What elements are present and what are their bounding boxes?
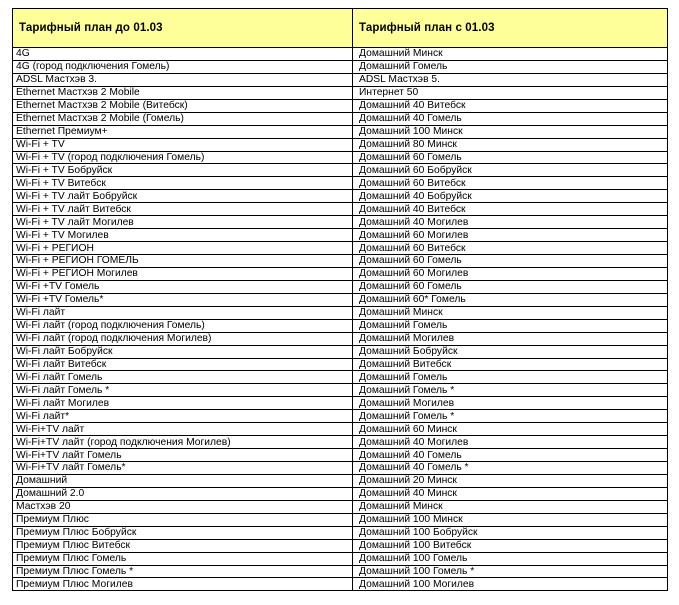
table-row — [13, 125, 668, 138]
table-row — [13, 306, 668, 319]
old-plan-cell: Ethernet Мастхэв 2 Mobile (Гомель) — [13, 112, 353, 125]
new-plan-cell: Домашний 60 Бобруйск — [353, 164, 668, 177]
new-plan-cell: Домашний 60 Витебск — [353, 177, 668, 190]
new-plan-cell: Домашний 60 Могилев — [353, 229, 668, 242]
new-plan-cell: Домашний 100 Могилев — [353, 578, 668, 591]
old-plan-cell: Wi-Fi +TV Гомель* — [13, 293, 353, 306]
new-plan-cell: Домашний 60 Гомель — [353, 151, 668, 164]
new-plan-cell: Домашний 100 Витебск — [353, 539, 668, 552]
table-row — [13, 436, 668, 449]
old-plan-cell: Премиум Плюс Гомель — [13, 552, 353, 565]
new-plan-cell: Домашний Могилев — [353, 332, 668, 345]
new-plan-cell: Домашний Гомель * — [353, 384, 668, 397]
old-plan-cell: Wi-Fi + РЕГИОН — [13, 242, 353, 255]
new-plan-cell: Домашний Минск — [353, 48, 668, 61]
table-header — [13, 9, 668, 48]
table-row — [13, 48, 668, 61]
new-plan-cell: Интернет 50 — [353, 86, 668, 99]
header-row — [13, 9, 668, 48]
table-row — [13, 332, 668, 345]
new-plan-cell: Домашний 100 Минск — [353, 125, 668, 138]
old-plan-cell: Wi-Fi лайт* — [13, 410, 353, 423]
old-plan-cell: Мастхэв 20 — [13, 500, 353, 513]
old-plan-cell: Wi-Fi + TV Витебск — [13, 177, 353, 190]
old-plan-cell: Wi-Fi + TV лайт Могилев — [13, 216, 353, 229]
table-row — [13, 358, 668, 371]
table-row — [13, 345, 668, 358]
new-plan-cell: Домашний 80 Минск — [353, 138, 668, 151]
table-row — [13, 539, 668, 552]
old-plan-cell: Wi-Fi лайт Гомель * — [13, 384, 353, 397]
old-plan-cell: Премиум Плюс Гомель * — [13, 565, 353, 578]
old-plan-cell: ADSL Мастхэв 3. — [13, 73, 353, 86]
new-plan-cell: Домашний Гомель — [353, 60, 668, 73]
old-plan-cell: Wi-Fi лайт Бобруйск — [13, 345, 353, 358]
old-plan-cell: Wi-Fi + TV Бобруйск — [13, 164, 353, 177]
new-plan-cell: Домашний Могилев — [353, 397, 668, 410]
table-row — [13, 280, 668, 293]
table-row — [13, 86, 668, 99]
old-plan-cell: Wi-Fi+TV лайт Гомель — [13, 449, 353, 462]
table-row — [13, 177, 668, 190]
old-plan-cell: Wi-Fi+TV лайт (город подключения Могилев) — [13, 436, 353, 449]
table-body — [13, 48, 668, 591]
table-row — [13, 60, 668, 73]
new-plan-cell: Домашний Минск — [353, 306, 668, 319]
new-plan-cell: Домашний 40 Могилев — [353, 216, 668, 229]
table-row — [13, 552, 668, 565]
old-plan-cell: Премиум Плюс Могилев — [13, 578, 353, 591]
new-plan-cell: Домашний 40 Бобруйск — [353, 190, 668, 203]
new-plan-cell: Домашний 100 Минск — [353, 513, 668, 526]
table-row — [13, 319, 668, 332]
old-plan-cell: Wi-Fi лайт Гомель — [13, 371, 353, 384]
table-row — [13, 371, 668, 384]
new-plan-cell: Домашний Гомель — [353, 371, 668, 384]
new-plan-cell: Домашний 20 Минск — [353, 474, 668, 487]
new-plan-cell: Домашний Гомель — [353, 319, 668, 332]
table-row — [13, 293, 668, 306]
table-row — [13, 151, 668, 164]
old-plan-cell: Wi-Fi + TV Могилев — [13, 229, 353, 242]
new-plan-cell: Домашний 100 Гомель * — [353, 565, 668, 578]
old-plan-cell: Wi-Fi + TV (город подключения Гомель) — [13, 151, 353, 164]
new-plan-cell: Домашний 60 Минск — [353, 423, 668, 436]
new-plan-cell: Домашний Гомель * — [353, 410, 668, 423]
old-plan-cell: Wi-Fi + РЕГИОН ГОМЕЛЬ — [13, 255, 353, 268]
new-plan-cell: Домашний 60 Витебск — [353, 242, 668, 255]
old-plan-cell: Wi-Fi + TV лайт Витебск — [13, 203, 353, 216]
new-plan-cell: Домашний Витебск — [353, 358, 668, 371]
old-plan-cell: 4G — [13, 48, 353, 61]
tariff-mapping-table — [12, 8, 668, 591]
table-row — [13, 203, 668, 216]
old-plan-cell: Wi-Fi + TV лайт Бобруйск — [13, 190, 353, 203]
header-old-plan: Тарифный план до 01.03 — [13, 9, 353, 48]
new-plan-cell: Домашний 100 Бобруйск — [353, 526, 668, 539]
old-plan-cell: Ethernet Мастхэв 2 Mobile (Витебск) — [13, 99, 353, 112]
table-row — [13, 578, 668, 591]
old-plan-cell: 4G (город подключения Гомель) — [13, 60, 353, 73]
new-plan-cell: Домашний 40 Гомель — [353, 112, 668, 125]
new-plan-cell: Домашний 100 Гомель — [353, 552, 668, 565]
old-plan-cell: Домашний 2.0 — [13, 487, 353, 500]
new-plan-cell: Домашний 40 Гомель * — [353, 462, 668, 475]
old-plan-cell: Ethernet Премиум+ — [13, 125, 353, 138]
old-plan-cell: Wi-Fi лайт — [13, 306, 353, 319]
table-row — [13, 138, 668, 151]
old-plan-cell: Премиум Плюс Бобруйск — [13, 526, 353, 539]
old-plan-cell: Wi-Fi+TV лайт Гомель* — [13, 462, 353, 475]
table-row — [13, 449, 668, 462]
table-row — [13, 384, 668, 397]
new-plan-cell: Домашний 40 Минск — [353, 487, 668, 500]
table-row — [13, 565, 668, 578]
old-plan-cell: Wi-Fi лайт Витебск — [13, 358, 353, 371]
table-row — [13, 112, 668, 125]
new-plan-cell: Домашний 60 Гомель — [353, 255, 668, 268]
new-plan-cell: Домашний 40 Гомель — [353, 449, 668, 462]
table-row — [13, 255, 668, 268]
table-row — [13, 487, 668, 500]
table-row — [13, 216, 668, 229]
old-plan-cell: Премиум Плюс — [13, 513, 353, 526]
table-row — [13, 229, 668, 242]
table-row — [13, 242, 668, 255]
table-row — [13, 526, 668, 539]
table-row — [13, 423, 668, 436]
table-row — [13, 99, 668, 112]
new-plan-cell: Домашний 60* Гомель — [353, 293, 668, 306]
table-row — [13, 474, 668, 487]
old-plan-cell: Домашний — [13, 474, 353, 487]
table-row — [13, 410, 668, 423]
old-plan-cell: Wi-Fi+TV лайт — [13, 423, 353, 436]
new-plan-cell: Домашний 40 Могилев — [353, 436, 668, 449]
new-plan-cell: ADSL Мастхэв 5. — [353, 73, 668, 86]
old-plan-cell: Wi-Fi +TV Гомель — [13, 280, 353, 293]
new-plan-cell: Домашний Минск — [353, 500, 668, 513]
table-row — [13, 190, 668, 203]
table-row — [13, 397, 668, 410]
table-row — [13, 73, 668, 86]
table-row — [13, 267, 668, 280]
new-plan-cell: Домашний 60 Гомель — [353, 280, 668, 293]
new-plan-cell: Домашний 40 Витебск — [353, 203, 668, 216]
new-plan-cell: Домашний 60 Могилев — [353, 267, 668, 280]
table-row — [13, 513, 668, 526]
new-plan-cell: Домашний 40 Витебск — [353, 99, 668, 112]
old-plan-cell: Ethernet Мастхэв 2 Mobile — [13, 86, 353, 99]
old-plan-cell: Wi-Fi лайт (город подключения Гомель) — [13, 319, 353, 332]
old-plan-cell: Премиум Плюс Витебск — [13, 539, 353, 552]
old-plan-cell: Wi-Fi + TV — [13, 138, 353, 151]
old-plan-cell: Wi-Fi + РЕГИОН Могилев — [13, 267, 353, 280]
table-row — [13, 500, 668, 513]
table-row — [13, 462, 668, 475]
table-row — [13, 164, 668, 177]
new-plan-cell: Домашний Бобруйск — [353, 345, 668, 358]
old-plan-cell: Wi-Fi лайт Могилев — [13, 397, 353, 410]
old-plan-cell: Wi-Fi лайт (город подключения Могилев) — [13, 332, 353, 345]
header-new-plan: Тарифный план с 01.03 — [353, 9, 668, 48]
